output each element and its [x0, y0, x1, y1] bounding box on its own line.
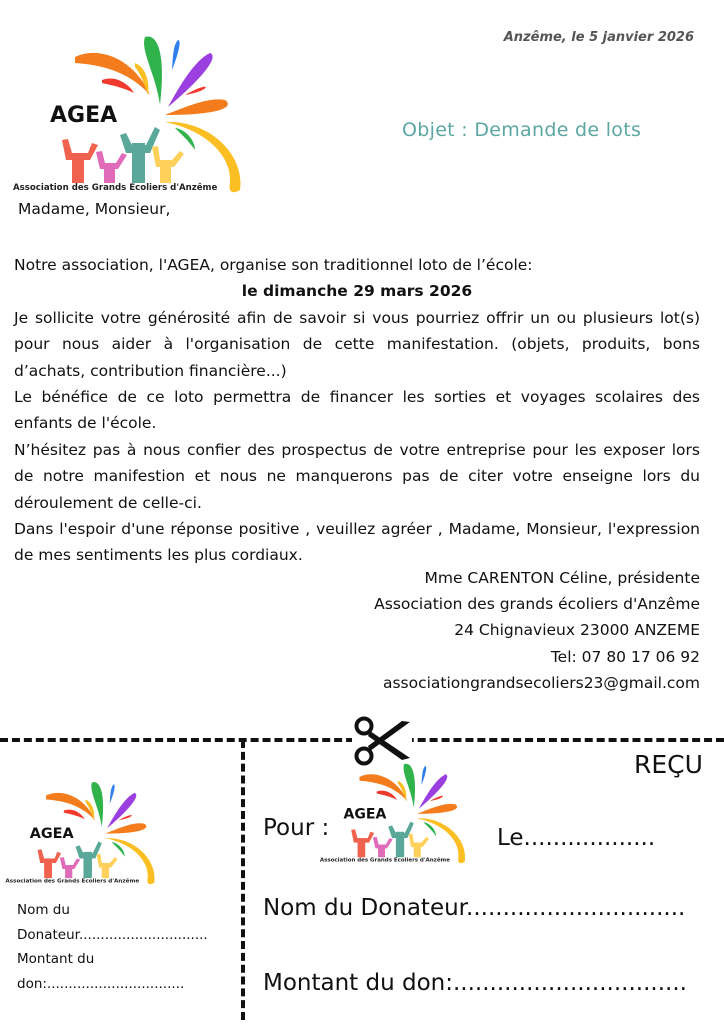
letter-subject: Objet : Demande de lots	[402, 119, 642, 141]
signature-phone: Tel: 07 80 17 06 92	[550, 647, 700, 666]
stub-amount-label: Montant du	[17, 951, 95, 967]
paragraph-prospectus: N’hésitez pas à nous confier des prospectus de votre entreprise pour les exposer lors de notre manifestion et nous ne manquerons pas de citer votre enseigne lors du déroulement de celle-ci.	[14, 440, 700, 512]
stub-fields	[17, 898, 208, 996]
cut-line-vertical	[241, 740, 245, 1020]
signature-email: associationgrandsecoliers23@gmail.com	[382, 673, 700, 692]
receipt-donor-name-field[interactable]: Nom du Donateur..............................	[263, 895, 686, 921]
signature-address: 24 Chignavieux 23000 ANZEME	[454, 621, 700, 640]
paragraph-closing: Dans l'espoir d'une réponse positive , veuillez agréer , Madame, Monsieur, l'expression de mes sentiments les plus cordiaux.	[14, 520, 700, 565]
paragraph-benefit: Le bénéfice de ce loto permettra de financer les sorties et voyages scolaires des enfants de l'école.	[14, 388, 700, 433]
logo-full-name: Association des Grands Ecoliers d'Anzême	[319, 857, 450, 864]
stub-donor-label: Nom du	[17, 902, 70, 918]
logo-full-name: Association des Grands Ecoliers d'Anzême	[13, 183, 218, 193]
signature-name: Mme CARENTON Céline, présidente	[424, 569, 700, 587]
receipt-date-field[interactable]: Le..................	[497, 825, 656, 851]
stub-amount-field[interactable]: don:................................	[17, 975, 185, 992]
stub-donor-field[interactable]: Donateur..............................	[17, 926, 208, 943]
signature-association: Association des grands écoliers d'Anzême	[374, 595, 700, 614]
agea-logo-main	[10, 15, 245, 195]
agea-logo-receipt	[318, 750, 468, 865]
receipt-pour-label: Pour :	[263, 815, 330, 841]
paragraph-request: Je sollicite votre générosité afin de savoir si vous pourriez offrir un ou plusieurs lot(s) pour nous aider à l'organisation de cette manifestation. (objets, produits, bons d’achats, contribution financière...)	[14, 308, 700, 380]
logo-full-name: Association des Grands Ecoliers d'Anzême	[5, 878, 140, 885]
logo-acronym: AGEA	[29, 826, 74, 843]
agea-logo-stub	[3, 768, 158, 886]
letter-body	[14, 252, 700, 569]
logo-acronym: AGEA	[343, 806, 387, 823]
signature-block	[374, 565, 700, 696]
paragraph-intro: Notre association, l'AGEA, organise son traditionnel loto de l’école:	[14, 256, 533, 274]
logo-acronym: AGEA	[50, 103, 118, 128]
logo-graphic	[10, 15, 245, 195]
salutation: Madame, Monsieur,	[18, 200, 171, 218]
letter-date: Anzême, le 5 janvier 2026	[503, 30, 694, 45]
receipt-amount-field[interactable]: Montant du don:................................	[263, 970, 687, 996]
event-date: le dimanche 29 mars 2026	[241, 282, 473, 301]
receipt-title: REÇU	[634, 750, 703, 779]
